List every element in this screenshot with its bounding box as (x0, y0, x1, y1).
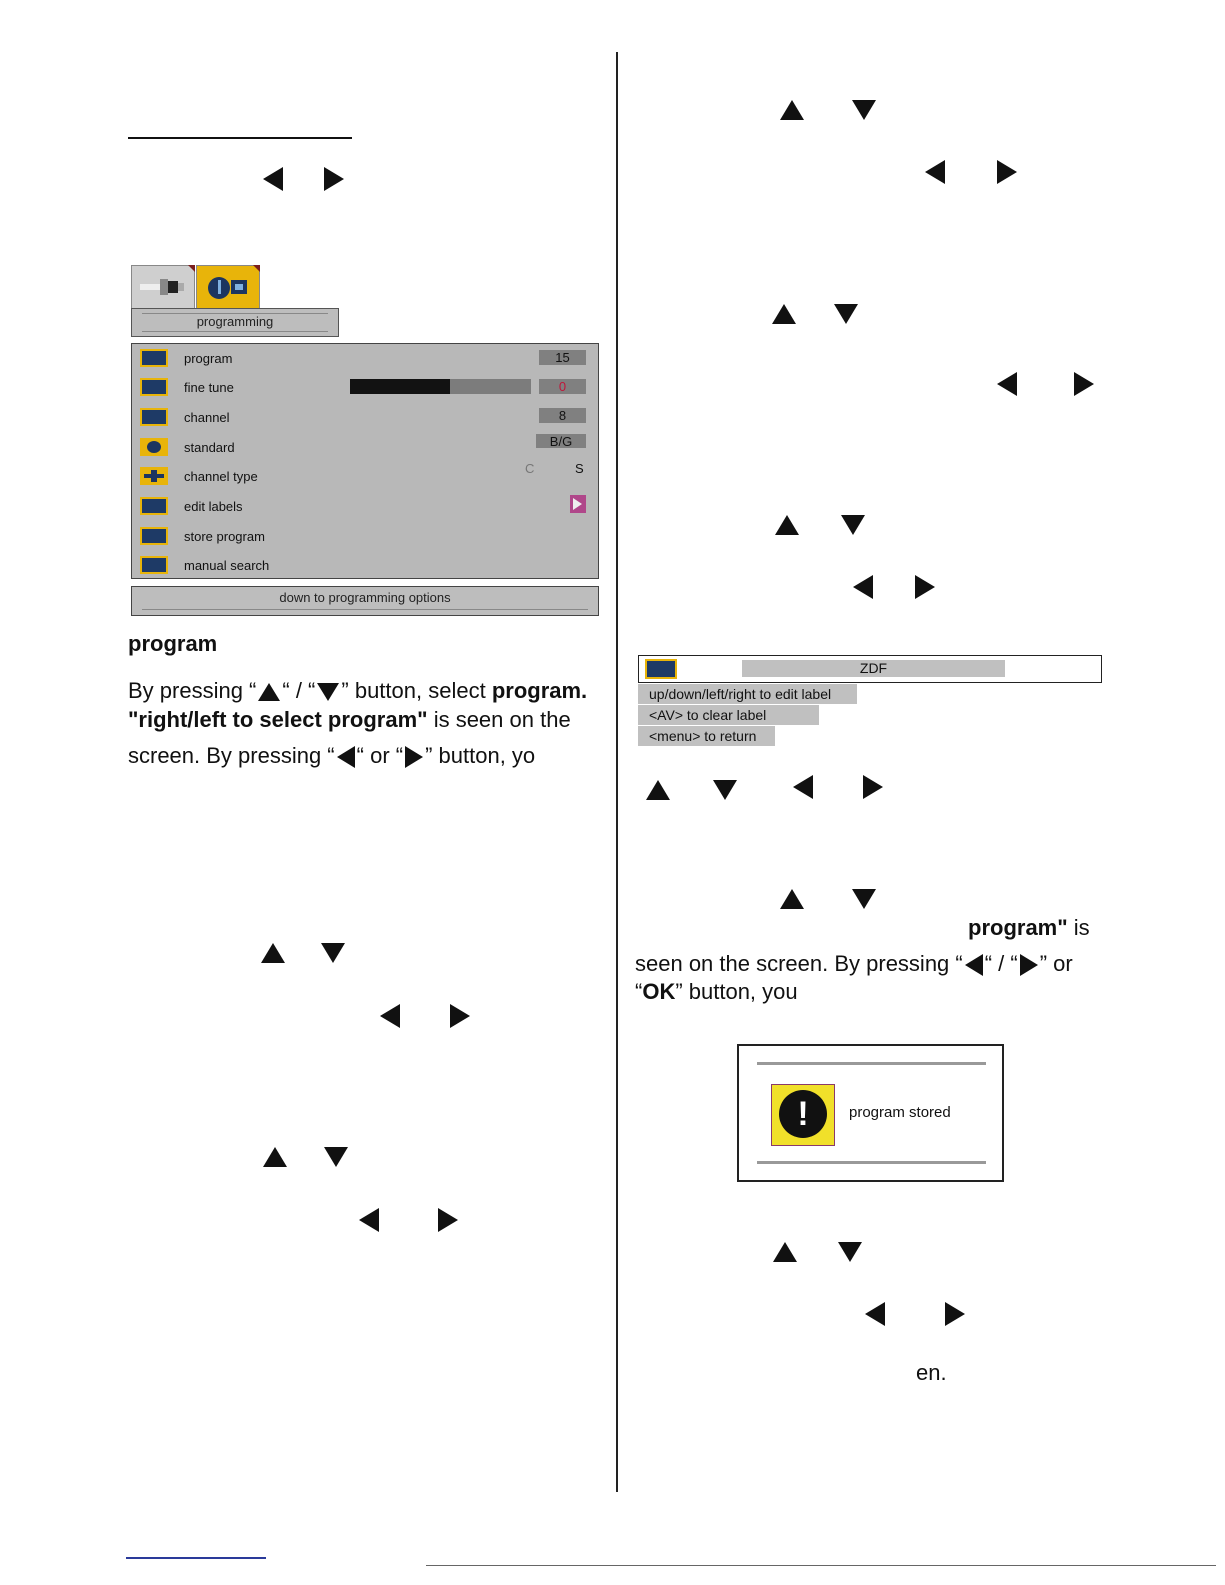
left-arrow-icon (359, 1208, 379, 1232)
down-arrow-icon (852, 100, 876, 120)
standard-value: B/G (536, 434, 586, 448)
programming-menu (131, 343, 599, 579)
left-arrow-icon (997, 372, 1017, 396)
program-icon (140, 349, 168, 367)
down-arrow-icon (324, 1147, 348, 1167)
down-arrow-icon (321, 943, 345, 963)
column-divider (616, 52, 618, 1492)
footer-link-underline (126, 1557, 266, 1559)
channel-type-s[interactable]: S (575, 461, 584, 476)
menu-row-program[interactable] (132, 344, 598, 374)
down-arrow-icon (838, 1242, 862, 1262)
edit-labels-icon (140, 497, 168, 515)
section-rule (128, 137, 352, 139)
right-arrow-icon (405, 746, 423, 768)
right-arrow-icon (438, 1208, 458, 1232)
menu-label: fine tune (184, 380, 234, 395)
label-icon (645, 659, 677, 679)
menu-label: program (184, 351, 233, 366)
paragraph-line: screen. By pressing “ “ or “ ” button, yo (128, 743, 536, 768)
up-arrow-icon (646, 780, 670, 800)
paragraph-line: "right/left to select program" is seen on the (128, 707, 571, 732)
fine-tune-value: 0 (539, 379, 586, 394)
connector-icon (132, 266, 194, 308)
manual-search-icon (140, 556, 168, 574)
store-program-icon (140, 527, 168, 545)
left-arrow-icon (965, 954, 983, 976)
menu-label: channel type (184, 469, 258, 484)
right-arrow-icon (997, 160, 1017, 184)
up-arrow-icon (261, 943, 285, 963)
channel-type-c[interactable]: C (525, 461, 535, 476)
down-arrow-icon (317, 683, 339, 701)
menu-title: programming (131, 308, 339, 337)
menu-label: channel (184, 410, 230, 425)
standard-icon (140, 438, 168, 456)
section-heading: program (128, 631, 218, 656)
left-arrow-icon (337, 746, 355, 768)
left-arrow-icon (263, 167, 283, 191)
hint-edit: up/down/left/right to edit label (638, 684, 857, 704)
hint-return: <menu> to return (638, 726, 775, 746)
down-arrow-icon (713, 780, 737, 800)
up-arrow-icon (258, 683, 280, 701)
menu-footer: down to programming options (131, 586, 599, 616)
label-field[interactable]: ZDF (742, 660, 1005, 677)
menu-row-channel-type[interactable] (132, 462, 598, 492)
left-arrow-icon (793, 775, 813, 799)
right-arrow-icon (1020, 954, 1038, 976)
paragraph-line: By pressing “ “ / “ ” button, select program. (128, 678, 588, 703)
menu-row-edit-labels[interactable] (132, 492, 598, 522)
program-value: 15 (539, 350, 586, 365)
warning-icon: ! (771, 1084, 835, 1146)
paragraph-line: en. (916, 1360, 947, 1385)
menu-row-channel[interactable] (132, 403, 598, 433)
channel-value: 8 (539, 408, 586, 423)
fine-tune-fill (350, 379, 450, 394)
submenu-arrow-icon[interactable] (570, 495, 586, 513)
right-arrow-icon (945, 1302, 965, 1326)
fine-tune-icon (140, 378, 168, 396)
down-arrow-icon (852, 889, 876, 909)
left-arrow-icon (925, 160, 945, 184)
tv-settings-icon (197, 266, 259, 308)
right-arrow-icon (324, 167, 344, 191)
down-arrow-icon (841, 515, 865, 535)
menu-label: manual search (184, 558, 270, 573)
down-arrow-icon (834, 304, 858, 324)
left-arrow-icon (865, 1302, 885, 1326)
left-arrow-icon (853, 575, 873, 599)
right-arrow-icon (450, 1004, 470, 1028)
up-arrow-icon (263, 1147, 287, 1167)
paragraph-line: program" is (968, 915, 1090, 940)
up-arrow-icon (780, 100, 804, 120)
fine-tune-slider[interactable] (350, 379, 531, 394)
tab-programming[interactable] (196, 265, 260, 309)
menu-label: edit labels (184, 499, 243, 514)
paragraph-line: “OK” button, you (635, 979, 798, 1004)
up-arrow-icon (775, 515, 799, 535)
up-arrow-icon (772, 304, 796, 324)
channel-type-icon (140, 467, 168, 485)
channel-icon (140, 408, 168, 426)
hint-clear: <AV> to clear label (638, 705, 819, 725)
label-editor (638, 655, 1102, 683)
menu-row-store-program[interactable] (132, 522, 598, 552)
paragraph-line: seen on the screen. By pressing “ “ / “ ” or (635, 951, 1073, 976)
menu-row-standard[interactable] (132, 433, 598, 463)
menu-label: standard (184, 440, 235, 455)
footer-rule (426, 1565, 1216, 1566)
right-arrow-icon (1074, 372, 1094, 396)
menu-row-manual-search[interactable] (132, 551, 598, 581)
tab-picture[interactable] (131, 265, 195, 309)
left-arrow-icon (380, 1004, 400, 1028)
dialog-message: program stored (849, 1104, 951, 1121)
menu-row-fine-tune[interactable] (132, 373, 598, 403)
up-arrow-icon (773, 1242, 797, 1262)
program-stored-dialog (737, 1044, 1004, 1182)
up-arrow-icon (780, 889, 804, 909)
right-arrow-icon (863, 775, 883, 799)
menu-label: store program (184, 529, 265, 544)
right-arrow-icon (915, 575, 935, 599)
